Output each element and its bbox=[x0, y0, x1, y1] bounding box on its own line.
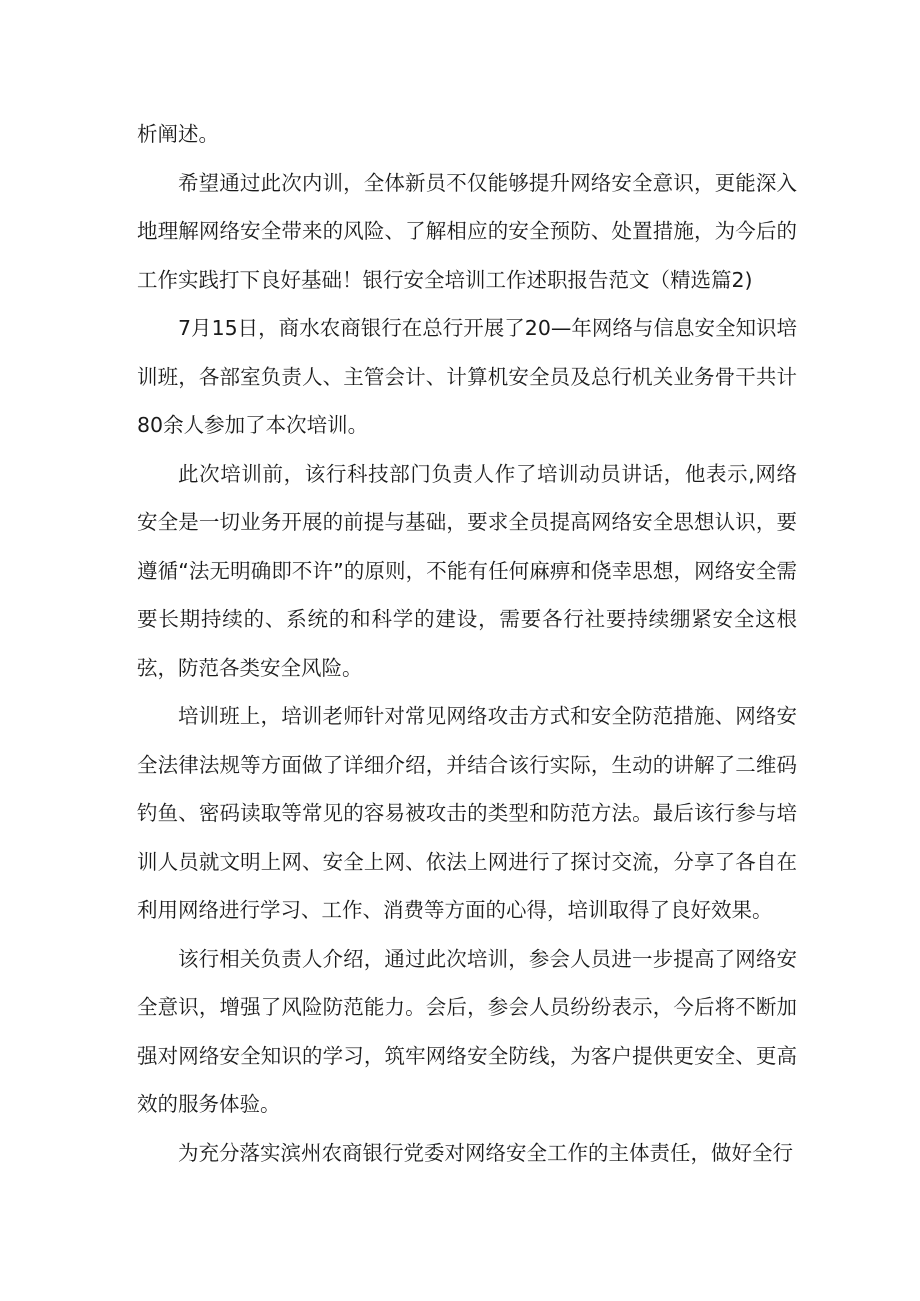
paragraph-training-content: 培训班上，培训老师针对常见网络攻击方式和安全防范措施、网络安全法律法规等方面做了详细介绍，并结合该行实际，生动的讲解了二维码钓鱼、密码读取等常见的容易被攻击的类型和防范方法。最后该行参与培训人员就文明上网、安全上网、依法上网进行了探讨交流，分享了各自在利用网络进行学习、工作、消费等方面的心得，培训取得了良好效果。 bbox=[137, 704, 797, 922]
paragraph-mobilization-speech: 此次培训前，该行科技部门负责人作了培训动员讲话，他表示,网络安全是一切业务开展的前提与基础，要求全员提高网络安全思想认识，要遵循“法无明确即不许”的原则，不能有任何麻痹和侥幸思想，网络安全需要长期持续的、系统的和科学的建设，需要各行社要持续绷紧安全这根弦，防范各类安全风险。 bbox=[137, 461, 797, 680]
document-body bbox=[137, 110, 797, 1177]
paragraph-binzhou-bank: 为充分落实滨州农商银行党委对网络安全工作的主体责任，做好全行 bbox=[178, 1140, 793, 1165]
paragraph-continuation: 析阐述。 bbox=[137, 122, 219, 146]
paragraph-training-event: 7月15日，商水农商银行在总行开展了20—年网络与信息安全知识培训班，各部室负责人、主管会计、计算机安全员及总行机关业务骨干共计80余人参加了本次培训。 bbox=[137, 316, 797, 437]
paragraph-training-results: 该行相关负责人介绍，通过此次培训，参会人员进一步提高了网络安全意识，增强了风险防范能力。会后，参会人员纷纷表示，今后将不断加强对网络安全知识的学习，筑牢网络安全防线，为客户提供更安全、更高效的服务体验。 bbox=[137, 946, 797, 1116]
paragraph-training-hope: 希望通过此次内训，全体新员不仅能够提升网络安全意识，更能深入地理解网络安全带来的风险、了解相应的安全预防、处置措施，为今后的工作实践打下良好基础！银行安全培训工作述职报告范文（精选篇2) bbox=[137, 170, 797, 292]
